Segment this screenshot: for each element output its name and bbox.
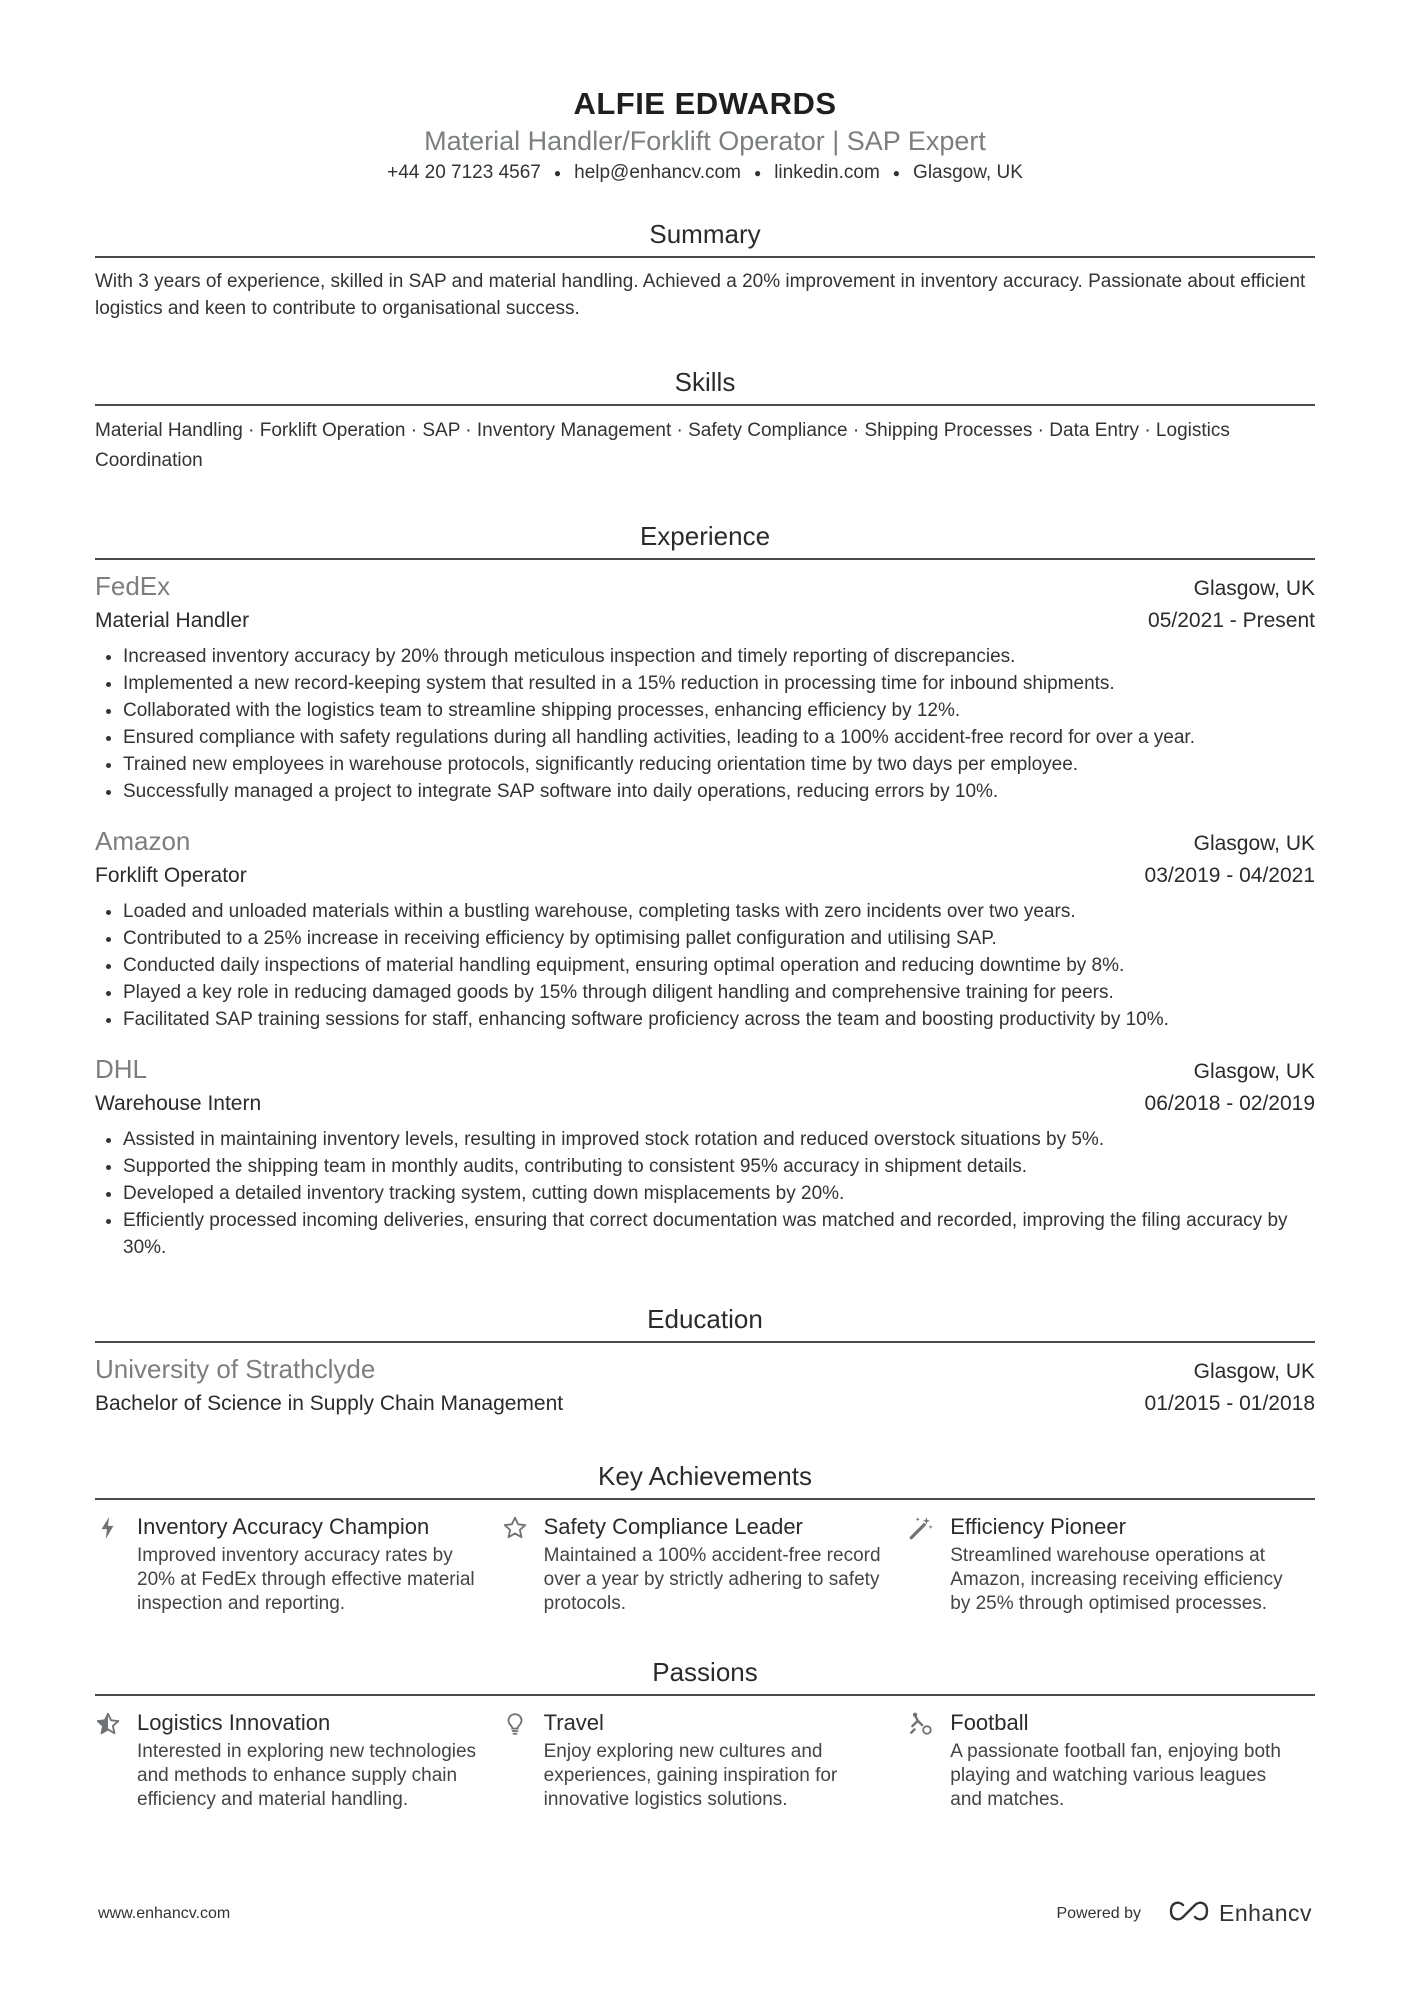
section-title: Experience [95, 520, 1315, 560]
achievement-item [502, 1512, 909, 1616]
achievement-item [908, 1512, 1315, 1616]
achievements-section [95, 1460, 1315, 1616]
job-location: Glasgow, UK [1193, 1060, 1315, 1084]
star-icon [502, 1512, 544, 1616]
bullet-item: • Conducted daily inspections of material handling equipment, ensuring optimal operation and reducing downtime by 8%. [123, 952, 1315, 979]
experience-entry [95, 570, 1315, 805]
degree: Bachelor of Science in Supply Chain Management [95, 1392, 564, 1416]
experience-section [95, 520, 1315, 1261]
skills-section [95, 366, 1315, 476]
passions-section [95, 1656, 1315, 1812]
education-dates: 01/2015 - 01/2018 [1144, 1392, 1315, 1416]
job-dates: 03/2019 - 04/2021 [1144, 864, 1315, 888]
brand-name[interactable]: Enhancv [1218, 1900, 1312, 1926]
section-title: Education [95, 1303, 1315, 1343]
candidate-headline: Material Handler/Forklift Operator | SAP Expert [424, 126, 986, 156]
football-icon [908, 1708, 950, 1812]
school-location: Glasgow, UK [1193, 1360, 1315, 1384]
bullet-item: • Efficiently processed incoming deliveries, ensuring that correct documentation was matched and recorded, improving the filing accuracy by 30%. [123, 1207, 1315, 1261]
section-title: Passions [95, 1656, 1315, 1696]
school-name: University of Strathclyde [95, 1354, 376, 1385]
bullet-item: • Developed a detailed inventory tracking system, cutting down misplacements by 20%. [123, 1180, 1315, 1207]
bullet-item: • Trained new employees in warehouse protocols, significantly reducing orientation time by two days per employee. [123, 751, 1315, 778]
location: Glasgow, UK [913, 162, 1023, 184]
bullet-list [95, 898, 1315, 1033]
job-title: Warehouse Intern [95, 1092, 262, 1116]
enhancv-logo-icon [1167, 1900, 1211, 1927]
achievement-desc: Improved inventory accuracy rates by 20% at FedEx through effective material inspection and reporting. [137, 1545, 475, 1615]
job-title: Forklift Operator [95, 864, 247, 888]
separator-dot: ● [892, 166, 901, 180]
bullet-list [95, 643, 1315, 805]
skills-text: Material Handling · Forklift Operation · SAP · Inventory Management · Safety Compliance · Shipping Processes · Data Entry · Logistics Coordination [95, 420, 1230, 472]
experience-entry [95, 825, 1315, 1033]
achievement-desc: Streamlined warehouse operations at Amazon, increasing receiving efficiency by 25% through optimised processes. [950, 1545, 1283, 1615]
education-section [95, 1303, 1315, 1420]
powered-by-label: Powered by [1056, 1904, 1141, 1922]
candidate-name: ALFIE EDWARDS [573, 86, 837, 121]
bullet-item: • Implemented a new record-keeping system that resulted in a 15% reduction in processing time for inbound shipments. [123, 670, 1315, 697]
bullet-item: • Ensured compliance with safety regulations during all handling activities, leading to a 100% accident-free record for over a year. [123, 724, 1315, 751]
section-title: Summary [95, 218, 1315, 258]
job-location: Glasgow, UK [1193, 832, 1315, 856]
job-dates: 05/2021 - Present [1148, 609, 1315, 633]
resume-header [95, 0, 1315, 186]
company-name: DHL [95, 1054, 148, 1085]
magic-wand-icon [908, 1512, 950, 1616]
passion-item [908, 1708, 1315, 1812]
email[interactable]: help@enhancv.com [574, 162, 741, 184]
bullet-item: • Played a key role in reducing damaged goods by 15% through diligent handling and comprehensive training for peers. [123, 979, 1315, 1006]
passion-item [95, 1708, 502, 1812]
separator-dot: ● [553, 166, 562, 180]
website-link[interactable]: linkedin.com [774, 162, 880, 184]
job-location: Glasgow, UK [1193, 577, 1315, 601]
job-dates: 06/2018 - 02/2019 [1144, 1092, 1315, 1116]
passion-title: Logistics Innovation [137, 1710, 331, 1736]
contact-line [95, 160, 1315, 186]
bullet-item: • Increased inventory accuracy by 20% through meticulous inspection and timely reporting of discrepancies. [123, 643, 1315, 670]
separator-dot: ● [753, 166, 762, 180]
brand-block [1056, 1900, 1312, 1927]
passion-desc: A passionate football fan, enjoying both playing and watching various leagues and matches. [950, 1741, 1281, 1811]
passion-title: Football [950, 1710, 1029, 1736]
lightbulb-icon [502, 1708, 544, 1812]
achievement-title: Safety Compliance Leader [543, 1514, 803, 1540]
footer-website-link[interactable]: www.enhancv.com [98, 1904, 231, 1922]
passion-title: Travel [543, 1710, 604, 1736]
job-title: Material Handler [95, 609, 250, 633]
achievement-desc: Maintained a 100% accident-free record over a year by strictly adhering to safety protocols. [543, 1545, 881, 1615]
summary-section [95, 218, 1315, 322]
achievement-title: Inventory Accuracy Champion [137, 1514, 430, 1540]
bullet-item: • Supported the shipping team in monthly audits, contributing to consistent 95% accuracy in shipment details. [123, 1153, 1315, 1180]
section-title: Key Achievements [95, 1460, 1315, 1500]
experience-entry [95, 1053, 1315, 1261]
bullet-item: • Collaborated with the logistics team to streamline shipping processes, enhancing efficiency by 12%. [123, 697, 1315, 724]
passion-desc: Interested in exploring new technologies and methods to enhance supply chain efficiency and material handling. [137, 1741, 477, 1811]
education-entry [95, 1353, 1315, 1420]
bullet-item: • Facilitated SAP training sessions for staff, enhancing software proficiency across the team and boosting productivity by 10%. [123, 1006, 1315, 1033]
lightning-icon [95, 1512, 137, 1616]
achievement-item [95, 1512, 502, 1616]
company-name: Amazon [95, 826, 191, 857]
bullet-list [95, 1126, 1315, 1261]
company-name: FedEx [95, 571, 171, 602]
passion-item [502, 1708, 909, 1812]
achievement-title: Efficiency Pioneer [950, 1514, 1126, 1540]
bullet-item: • Assisted in maintaining inventory levels, resulting in improved stock rotation and reduced overstock situations by 5%. [123, 1126, 1315, 1153]
page-footer [98, 1900, 1312, 1927]
bullet-item: • Successfully managed a project to integrate SAP software into daily operations, reducing errors by 10%. [123, 778, 1315, 805]
bullet-item: • Contributed to a 25% increase in receiving efficiency by optimising pallet configuration and utilising SAP. [123, 925, 1315, 952]
bullet-item: • Loaded and unloaded materials within a bustling warehouse, completing tasks with zero incidents over two years. [123, 898, 1315, 925]
half-star-icon [95, 1708, 137, 1812]
passion-desc: Enjoy exploring new cultures and experiences, gaining inspiration for innovative logistics solutions. [543, 1741, 838, 1811]
summary-text: With 3 years of experience, skilled in SAP and material handling. Achieved a 20% improvement in inventory accuracy. Passionate about efficient logistics and keen to contribute to organisational success. [95, 271, 1306, 320]
phone: +44 20 7123 4567 [387, 162, 541, 184]
section-title: Skills [95, 366, 1315, 406]
